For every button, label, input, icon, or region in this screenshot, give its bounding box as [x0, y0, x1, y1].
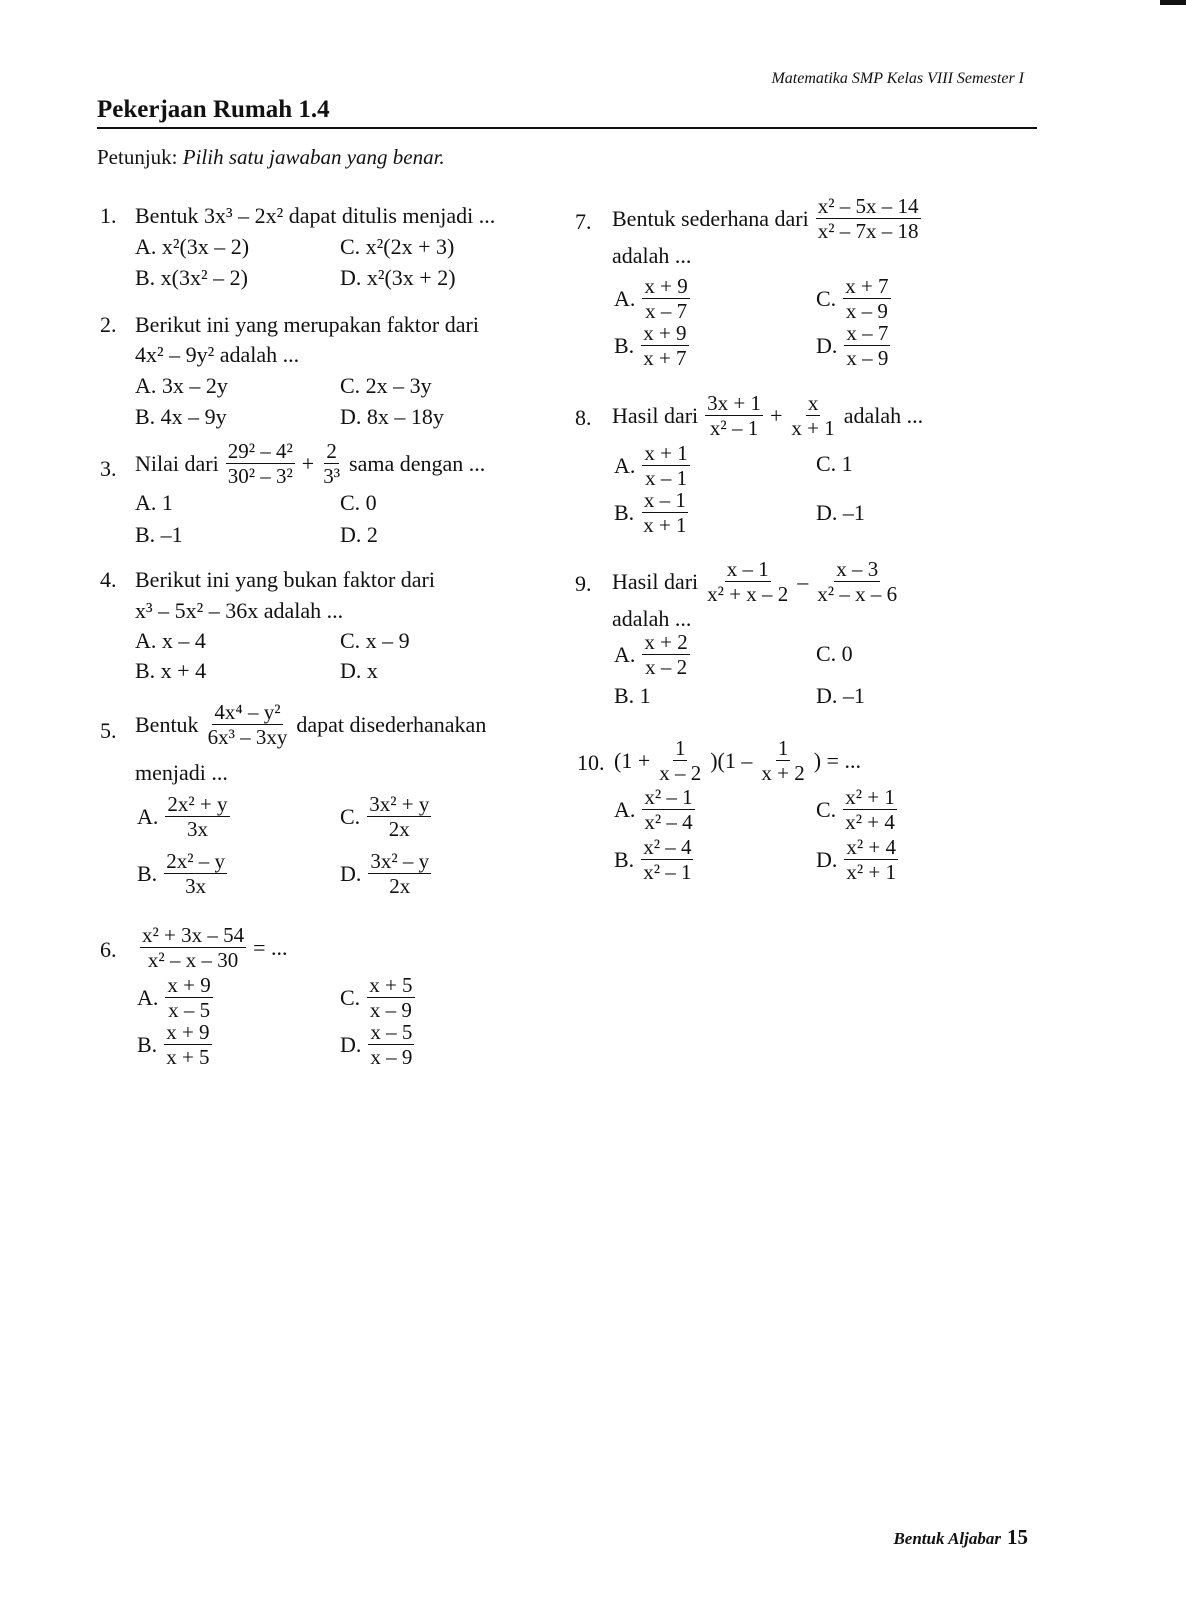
q6-fraction-num: x² + 3x – 54 [142, 923, 245, 947]
q3-fraction-2 [321, 441, 342, 487]
q7-option-a-num: x + 9 [644, 274, 688, 298]
q9-option-a [614, 632, 693, 678]
q10-option-d-fraction [844, 837, 898, 883]
q10-close: ) = ... [813, 748, 861, 773]
q1-option-b: B. x(3x² – 2) [135, 265, 248, 290]
q5-number: 5. [100, 718, 117, 743]
q7-option-b-fraction [641, 323, 688, 369]
q3-fraction-1-den: 30² – 3² [227, 464, 293, 488]
q2-option-d: D. 8x – 18y [340, 404, 444, 429]
q3-post: sama dengan ... [349, 451, 486, 476]
q6-option-d [340, 1022, 417, 1068]
q5-option-a-den: 3x [186, 817, 208, 841]
q2-number: 2. [100, 312, 117, 337]
q5-option-d-num: 3x² – y [370, 849, 430, 873]
q6-option-c-label: C. [340, 985, 361, 1010]
q3-fraction-2-den: 3³ [323, 464, 341, 488]
q5-option-a-num: 2x² + y [167, 792, 228, 816]
q5-text [135, 702, 486, 748]
q10-option-a-label: A. [614, 797, 636, 822]
q6-option-d-num: x – 5 [370, 1020, 413, 1044]
q10-text [614, 738, 861, 784]
q5-option-c-den: 2x [388, 817, 410, 841]
q5-option-b-label: B. [137, 861, 158, 886]
q8-option-b-fraction [641, 490, 688, 536]
q10-option-b-fraction [641, 837, 693, 883]
q4-option-d: D. x [340, 658, 378, 683]
q8-text [612, 393, 923, 439]
q9-option-a-fraction [642, 632, 689, 678]
q1-option-a: A. x²(3x – 2) [135, 234, 250, 259]
q1-number: 1. [100, 203, 117, 228]
q6-option-c [340, 975, 418, 1021]
q10-option-d-den: x² + 1 [846, 860, 897, 884]
q7-option-a-label: A. [614, 286, 636, 311]
q7-number: 7. [575, 209, 592, 234]
q7-option-a-den: x – 7 [645, 299, 688, 323]
q3-option-d: D. 2 [340, 522, 378, 547]
q5-post: dapat disederhanakan [296, 712, 487, 737]
instruction [97, 145, 445, 170]
q10-option-d [816, 837, 901, 883]
q6-option-c-num: x + 5 [369, 973, 413, 997]
q9-text-line2: adalah ... [612, 606, 692, 631]
q9-option-a-den: x – 2 [645, 655, 688, 679]
q10-option-b [614, 837, 696, 883]
q9-fraction-2-num: x – 3 [836, 557, 879, 581]
q3-fraction-1 [226, 441, 295, 487]
q2-option-c: C. 2x – 3y [340, 373, 432, 398]
q2-option-b: B. 4x – 9y [135, 404, 227, 429]
q7-option-c-label: C. [816, 286, 837, 311]
q10-option-c [816, 787, 900, 833]
q9-fraction-2 [815, 559, 899, 605]
q6-option-a-den: x – 5 [168, 998, 211, 1022]
q6-option-b-den: x + 5 [166, 1045, 210, 1069]
q5-option-c [340, 794, 434, 840]
q3-text [135, 441, 485, 487]
q8-option-a-fraction [642, 443, 689, 489]
q5-fraction-num: 4x⁴ – y² [214, 700, 281, 724]
q7-option-d [816, 323, 893, 369]
q4-text-line1: Berikut ini yang bukan faktor dari [135, 567, 435, 592]
q10-fraction-2-den: x + 2 [761, 761, 805, 785]
q8-fraction-2-den: x + 1 [791, 416, 835, 440]
q5-option-d-label: D. [340, 861, 362, 886]
q3-number: 3. [100, 456, 117, 481]
q10-fraction-1-num: 1 [674, 736, 686, 760]
q8-plus: + [770, 403, 783, 428]
q1-option-d: D. x²(3x + 2) [340, 265, 456, 290]
book-header: Matematika SMP Kelas VIII Semester I [771, 70, 1024, 87]
q5-option-b-fraction [164, 851, 227, 897]
q10-option-c-label: C. [816, 797, 837, 822]
q8-fraction-1-num: 3x + 1 [707, 391, 761, 415]
q8-option-d: D. –1 [816, 500, 865, 525]
q8-fraction-1-den: x² – 1 [709, 416, 759, 440]
q9-pre: Hasil dari [612, 569, 699, 594]
q9-option-b: B. 1 [614, 683, 651, 708]
q9-number: 9. [575, 571, 592, 596]
q8-post: adalah ... [843, 403, 924, 428]
q8-fraction-2-num: x [807, 391, 819, 415]
q8-option-a-den: x – 1 [645, 466, 688, 490]
q9-fraction-1 [705, 559, 790, 605]
q6-fraction [140, 925, 246, 971]
q5-option-a-label: A. [137, 804, 159, 829]
q7-option-d-fraction [844, 323, 890, 369]
q5-option-c-num: 3x² + y [369, 792, 430, 816]
q10-option-c-den: x² + 4 [845, 810, 895, 834]
q5-option-d-fraction [368, 851, 431, 897]
q8-number: 8. [575, 405, 592, 430]
q3-option-b: B. –1 [135, 522, 183, 547]
q5-option-d-den: 2x [389, 874, 411, 898]
q6-option-b-num: x + 9 [166, 1020, 210, 1044]
title-rule [97, 127, 1037, 129]
q10-option-c-num: x² + 1 [845, 785, 895, 809]
q10-option-d-num: x² + 4 [846, 835, 897, 859]
q7-option-b [614, 323, 692, 369]
q9-option-d: D. –1 [816, 683, 865, 708]
q9-fraction-1-den: x² + x – 2 [707, 582, 789, 606]
q2-text-line1: Berikut ini yang merupakan faktor dari [135, 312, 479, 337]
page-number: 15 [1007, 1525, 1028, 1549]
q3-option-a: A. 1 [135, 490, 173, 515]
q7-option-a-fraction [642, 276, 689, 322]
q10-fraction-1 [657, 738, 703, 784]
page-title: Pekerjaan Rumah 1.4 [97, 96, 330, 123]
q10-option-b-den: x² – 1 [643, 860, 692, 884]
q6-option-c-fraction [367, 975, 414, 1021]
q5-option-d [340, 851, 434, 897]
q9-option-a-num: x + 2 [644, 630, 688, 654]
q6-fraction-den: x² – x – 30 [147, 948, 239, 972]
q10-option-a-den: x² – 4 [644, 810, 693, 834]
q7-fraction-num: x² – 5x – 14 [817, 194, 919, 218]
q8-fraction-1 [705, 393, 763, 439]
q5-option-a-fraction [165, 794, 229, 840]
q5-option-b-num: 2x² – y [166, 849, 225, 873]
q5-option-b-den: 3x [185, 874, 207, 898]
q6-option-b-label: B. [137, 1032, 158, 1057]
q6-option-d-label: D. [340, 1032, 362, 1057]
q6-option-d-fraction [368, 1022, 414, 1068]
q3-fraction-2-num: 2 [326, 439, 337, 463]
q10-option-d-label: D. [816, 847, 838, 872]
q4-text-line2: x³ – 5x² – 36x adalah ... [135, 598, 344, 623]
q7-option-c-den: x – 9 [845, 299, 888, 323]
q3-plus: + [301, 451, 315, 476]
q9-fraction-2-den: x² – x – 6 [817, 582, 898, 606]
q4-option-b: B. x + 4 [135, 658, 207, 683]
q6-text [137, 925, 288, 971]
q6-option-b [137, 1022, 215, 1068]
q5-option-b [137, 851, 230, 897]
q4-option-a: A. x – 4 [135, 628, 206, 653]
q6-number: 6. [100, 937, 117, 962]
q8-pre: Hasil dari [612, 403, 699, 428]
q7-option-c [816, 276, 894, 322]
q7-option-d-num: x – 7 [846, 321, 889, 345]
q2-text-line2: 4x² – 9y² adalah ... [135, 342, 300, 367]
q9-option-a-label: A. [614, 642, 636, 667]
q2-option-a: A. 3x – 2y [135, 373, 228, 398]
q7-option-d-label: D. [816, 333, 838, 358]
page-footer [893, 1525, 1028, 1550]
q7-option-b-den: x + 7 [643, 346, 687, 370]
instruction-label: Petunjuk: [97, 145, 178, 169]
q8-option-a-label: A. [614, 453, 636, 478]
q7-text-line2: adalah ... [612, 243, 692, 268]
q6-post: = ... [253, 935, 288, 960]
q4-option-c: C. x – 9 [340, 628, 410, 653]
instruction-text: Pilih satu jawaban yang benar. [182, 145, 445, 169]
q10-option-a-fraction [642, 787, 694, 833]
q8-option-c: C. 1 [816, 451, 853, 476]
q8-option-b-den: x + 1 [643, 513, 687, 537]
q3-option-c: C. 0 [340, 490, 377, 515]
q5-fraction [206, 702, 290, 748]
q8-option-a [614, 443, 693, 489]
q6-option-a-label: A. [137, 985, 159, 1010]
q6-option-d-den: x – 9 [370, 1045, 413, 1069]
q1-text: Bentuk 3x³ – 2x² dapat ditulis menjadi ... [135, 203, 496, 228]
q7-fraction [816, 196, 921, 242]
q10-option-c-fraction [843, 787, 897, 833]
q7-pre: Bentuk sederhana dari [612, 206, 809, 231]
q4-number: 4. [100, 567, 117, 592]
q10-number: 10. [577, 750, 605, 775]
q8-option-b-num: x – 1 [643, 488, 686, 512]
q1-option-c: C. x²(2x + 3) [340, 234, 455, 259]
q7-option-c-fraction [843, 276, 890, 322]
q7-option-c-num: x + 7 [845, 274, 889, 298]
q7-option-b-num: x + 9 [643, 321, 687, 345]
q6-option-a [137, 975, 216, 1021]
q6-option-a-num: x + 9 [167, 973, 211, 997]
q8-option-b-label: B. [614, 500, 635, 525]
q10-fraction-1-den: x – 2 [659, 761, 702, 785]
q10-mid: )(1 – [710, 748, 753, 773]
q5-fraction-den: 6x³ – 3xy [207, 725, 288, 749]
q10-fraction-2 [759, 738, 806, 784]
q9-option-c: C. 0 [816, 641, 853, 666]
q9-minus: – [797, 569, 809, 594]
q6-option-a-fraction [165, 975, 212, 1021]
q5-option-a [137, 794, 233, 840]
q9-text [612, 559, 902, 605]
q10-option-a-num: x² – 1 [644, 785, 693, 809]
q9-fraction-1-num: x – 1 [726, 557, 769, 581]
footer-section: Bentuk Aljabar [893, 1529, 1001, 1548]
q6-option-c-den: x – 9 [369, 998, 412, 1022]
q10-option-b-label: B. [614, 847, 635, 872]
q8-option-b [614, 490, 692, 536]
q7-option-a [614, 276, 693, 322]
q5-option-c-label: C. [340, 804, 361, 829]
q10-option-b-num: x² – 4 [643, 835, 692, 859]
q10-option-a [614, 787, 698, 833]
q7-option-d-den: x – 9 [846, 346, 889, 370]
q7-option-b-label: B. [614, 333, 635, 358]
q8-fraction-2 [789, 393, 836, 439]
q5-pre: Bentuk [135, 712, 199, 737]
q6-option-b-fraction [164, 1022, 211, 1068]
q8-option-a-num: x + 1 [644, 441, 688, 465]
q3-pre: Nilai dari [135, 451, 219, 476]
q7-text [612, 196, 924, 242]
q7-fraction-den: x² – 7x – 18 [817, 219, 919, 243]
scan-corner-mark [1160, 0, 1186, 5]
q10-open: (1 + [614, 748, 651, 773]
q5-text-line2: menjadi ... [135, 760, 228, 785]
q3-fraction-1-num: 29² – 4² [227, 439, 293, 463]
q10-fraction-2-num: 1 [777, 736, 789, 760]
q5-option-c-fraction [367, 794, 431, 840]
